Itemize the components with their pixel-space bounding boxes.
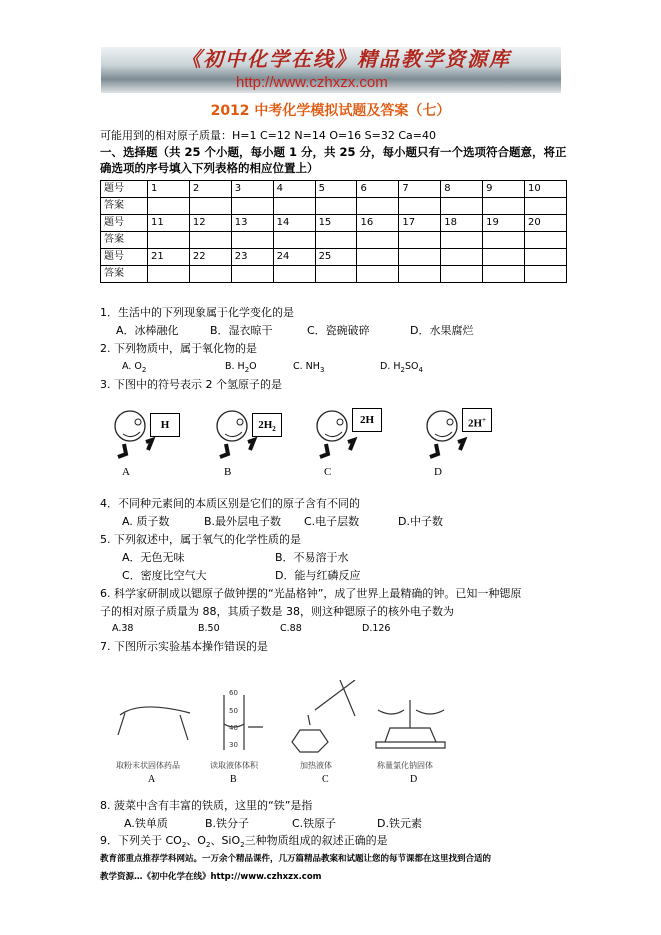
- question-number-cell: [357, 249, 399, 266]
- answer-cell[interactable]: [189, 266, 231, 283]
- q8-stem: 8. 菠菜中含有丰富的铁质，这里的“铁”是指: [100, 799, 313, 812]
- q8-option-a: A.铁单质: [124, 817, 168, 830]
- question-number-cell: 2: [189, 181, 231, 198]
- q7-figure: [100, 680, 560, 760]
- row-label: 题号: [101, 249, 148, 266]
- answer-cell[interactable]: [189, 198, 231, 215]
- question-number-cell: 4: [273, 181, 315, 198]
- answer-cell[interactable]: [148, 232, 190, 249]
- answer-cell[interactable]: [273, 232, 315, 249]
- answer-cell[interactable]: [148, 198, 190, 215]
- banner-title: 《初中化学在线》精品教学资源库: [181, 47, 511, 71]
- spatula-hands-drawing: [118, 707, 190, 740]
- q6-stem-line2: 子的相对原子质量为 88，其质子数是 38，则这种锶原子的核外电子数为: [100, 605, 454, 618]
- question-number-cell: 3: [231, 181, 273, 198]
- q7-option-label: A: [148, 774, 156, 785]
- row-label: 答案: [101, 266, 148, 283]
- symbol-box: 2H: [352, 408, 382, 432]
- question-number-cell: [483, 249, 525, 266]
- q2-option-c: C. $NH_3$: [293, 361, 325, 374]
- question-number-cell: 19: [483, 215, 525, 232]
- answer-cell[interactable]: [231, 232, 273, 249]
- answer-cell[interactable]: [273, 266, 315, 283]
- answer-row: [101, 266, 567, 283]
- answer-cell[interactable]: [231, 266, 273, 283]
- question-number-row: [101, 249, 567, 266]
- q4-option-d: D.中子数: [398, 515, 443, 528]
- q5-option-d: D．能与红磷反应: [275, 569, 361, 582]
- q3-option-label: C: [324, 466, 332, 478]
- q1-option-d: D．水果腐烂: [410, 324, 474, 337]
- symbol-box: H: [150, 413, 180, 437]
- answer-cell[interactable]: [315, 266, 357, 283]
- answer-cell[interactable]: [189, 232, 231, 249]
- cylinder-tick-label: 30: [229, 741, 238, 749]
- question-number-row: [101, 181, 567, 198]
- q6-stem-line1: 6. 科学家研制成以锶原子做钟摆的“光晶格钟”，成了世界上最精确的钟。已知一种锶原: [100, 587, 522, 600]
- answer-cell[interactable]: [483, 232, 525, 249]
- section-heading-1: 一、选择题（共 25 个小题，每小题 1 分，共 25 分，每小题只有一个选项符合题意，将正: [100, 145, 567, 159]
- question-number-cell: [441, 249, 483, 266]
- q7-caption: 取粉末状固体药品: [116, 761, 180, 770]
- q7-option-label: B: [230, 774, 237, 785]
- question-number-cell: 13: [231, 215, 273, 232]
- footer-line2[interactable]: 教学资源…《初中化学在线》http://www.czhxzx.com: [100, 872, 322, 882]
- q2-option-a: A. $O_2$: [122, 361, 147, 374]
- banner-url[interactable]: http://www.czhxzx.com: [236, 74, 388, 91]
- q6-option-b: B.50: [198, 623, 220, 634]
- q4-option-c: C.电子层数: [304, 515, 360, 528]
- q3-stem: 3. 下图中的符号表示 2 个氢原子的是: [100, 378, 282, 391]
- header-banner: [101, 47, 561, 93]
- test-tube-burner-drawing: [292, 680, 355, 752]
- page-title: 2012 中考化学模拟试题及答案（七）: [210, 103, 451, 119]
- answer-cell[interactable]: [357, 198, 399, 215]
- answer-cell[interactable]: [441, 232, 483, 249]
- q5-stem: 5. 下列叙述中，属于氧气的化学性质的是: [100, 533, 301, 546]
- answer-row: [101, 232, 567, 249]
- atomic-masses: 可能用到的相对原子质量：H=1 C=12 N=14 O=16 S=32 Ca=40: [100, 129, 437, 142]
- answer-cell[interactable]: [357, 232, 399, 249]
- answer-cell[interactable]: [148, 266, 190, 283]
- answer-cell[interactable]: [315, 232, 357, 249]
- symbol-box: 2H+: [462, 408, 492, 432]
- q6-option-d: D.126: [362, 623, 391, 634]
- answer-cell[interactable]: [525, 266, 567, 283]
- answer-cell[interactable]: [441, 198, 483, 215]
- question-number-cell: 15: [315, 215, 357, 232]
- q7-stem: 7. 下图所示实验基本操作错误的是: [100, 640, 268, 653]
- question-number-cell: 18: [441, 215, 483, 232]
- q1-option-a: A．冰棒融化: [116, 324, 179, 337]
- question-number-cell: 5: [315, 181, 357, 198]
- answer-cell[interactable]: [399, 198, 441, 215]
- q2-option-b: B. $H_2O$: [225, 361, 257, 374]
- question-number-cell: [399, 249, 441, 266]
- answer-table: [100, 180, 567, 283]
- q1-option-b: B．湿衣晾干: [210, 324, 273, 337]
- question-number-cell: 20: [525, 215, 567, 232]
- row-label: 题号: [101, 215, 148, 232]
- row-label: 答案: [101, 232, 148, 249]
- footer-line1: 教育部重点推荐学科网站。一万余个精品课件，几万篇精品教案和试题让您的每节课都在这里找到合适的: [100, 854, 492, 864]
- question-number-cell: 11: [148, 215, 190, 232]
- q7-caption: 称量氯化钠固体: [377, 761, 433, 770]
- answer-cell[interactable]: [315, 198, 357, 215]
- balance-drawing: [376, 700, 445, 748]
- q7-caption: 读取液体体积: [210, 761, 258, 770]
- q4-stem: 4．不同种元素间的本质区别是它们的原子含有不同的: [100, 497, 360, 510]
- question-number-cell: 21: [148, 249, 190, 266]
- question-number-cell: 17: [399, 215, 441, 232]
- question-number-cell: 8: [441, 181, 483, 198]
- q8-option-c: C.铁原子: [292, 817, 337, 830]
- q7-option-label: C: [322, 774, 329, 785]
- question-number-cell: 12: [189, 215, 231, 232]
- answer-cell[interactable]: [483, 266, 525, 283]
- answer-cell[interactable]: [399, 232, 441, 249]
- answer-row: [101, 198, 567, 215]
- q2-stem: 2. 下列物质中，属于氧化物的是: [100, 342, 257, 355]
- q5-option-c: C．密度比空气大: [122, 569, 207, 582]
- question-number-row: [101, 215, 567, 232]
- q9-stem: 9．下列关于 $CO_2$、$O_2$、SiO$_2$三种物质组成的叙述正确的是: [100, 834, 388, 850]
- q5-option-a: A．无色无味: [122, 551, 185, 564]
- q7-caption: 加热液体: [300, 761, 332, 770]
- question-number-cell: [525, 249, 567, 266]
- row-label: 答案: [101, 198, 148, 215]
- q6-option-a: A.38: [112, 623, 134, 634]
- symbol-box: $2H_2$: [252, 413, 282, 437]
- q6-option-c: C.88: [280, 623, 302, 634]
- question-number-cell: 25: [315, 249, 357, 266]
- q3-option-label: D: [434, 466, 442, 478]
- question-number-cell: 22: [189, 249, 231, 266]
- q8-option-d: D.铁元素: [377, 817, 422, 830]
- q4-option-a: A. 质子数: [122, 515, 170, 528]
- question-number-cell: 14: [273, 215, 315, 232]
- answer-cell[interactable]: [273, 198, 315, 215]
- question-number-cell: 23: [231, 249, 273, 266]
- cylinder-tick-label: 60: [229, 689, 238, 697]
- q5-option-b: B．不易溶于水: [275, 551, 349, 564]
- q3-option-label: A: [122, 466, 130, 478]
- q1-option-c: C．瓷碗破碎: [307, 324, 370, 337]
- answer-cell[interactable]: [483, 198, 525, 215]
- q3-option-label: B: [224, 466, 232, 478]
- q8-option-b: B.铁分子: [205, 817, 250, 830]
- cylinder-tick-label: 40: [229, 724, 238, 732]
- answer-cell[interactable]: [231, 198, 273, 215]
- question-number-cell: 6: [357, 181, 399, 198]
- answer-cell[interactable]: [525, 232, 567, 249]
- question-number-cell: 16: [357, 215, 399, 232]
- q1-stem: 1．生活中的下列现象属于化学变化的是: [100, 306, 294, 319]
- q4-option-b: B.最外层电子数: [204, 515, 282, 528]
- row-label: 题号: [101, 181, 148, 198]
- q7-option-label: D: [410, 774, 418, 785]
- answer-cell[interactable]: [525, 198, 567, 215]
- question-number-cell: 10: [525, 181, 567, 198]
- section-heading-2: 确选项的序号填入下列表格的相应位置上）: [100, 161, 319, 175]
- question-number-cell: 1: [148, 181, 190, 198]
- answer-cell[interactable]: [441, 266, 483, 283]
- answer-cell[interactable]: [357, 266, 399, 283]
- answer-cell[interactable]: [399, 266, 441, 283]
- question-number-cell: 7: [399, 181, 441, 198]
- q2-option-d: D. $H_2SO_4$: [380, 361, 423, 374]
- cylinder-tick-label: 50: [229, 707, 238, 715]
- question-number-cell: 9: [483, 181, 525, 198]
- question-number-cell: 24: [273, 249, 315, 266]
